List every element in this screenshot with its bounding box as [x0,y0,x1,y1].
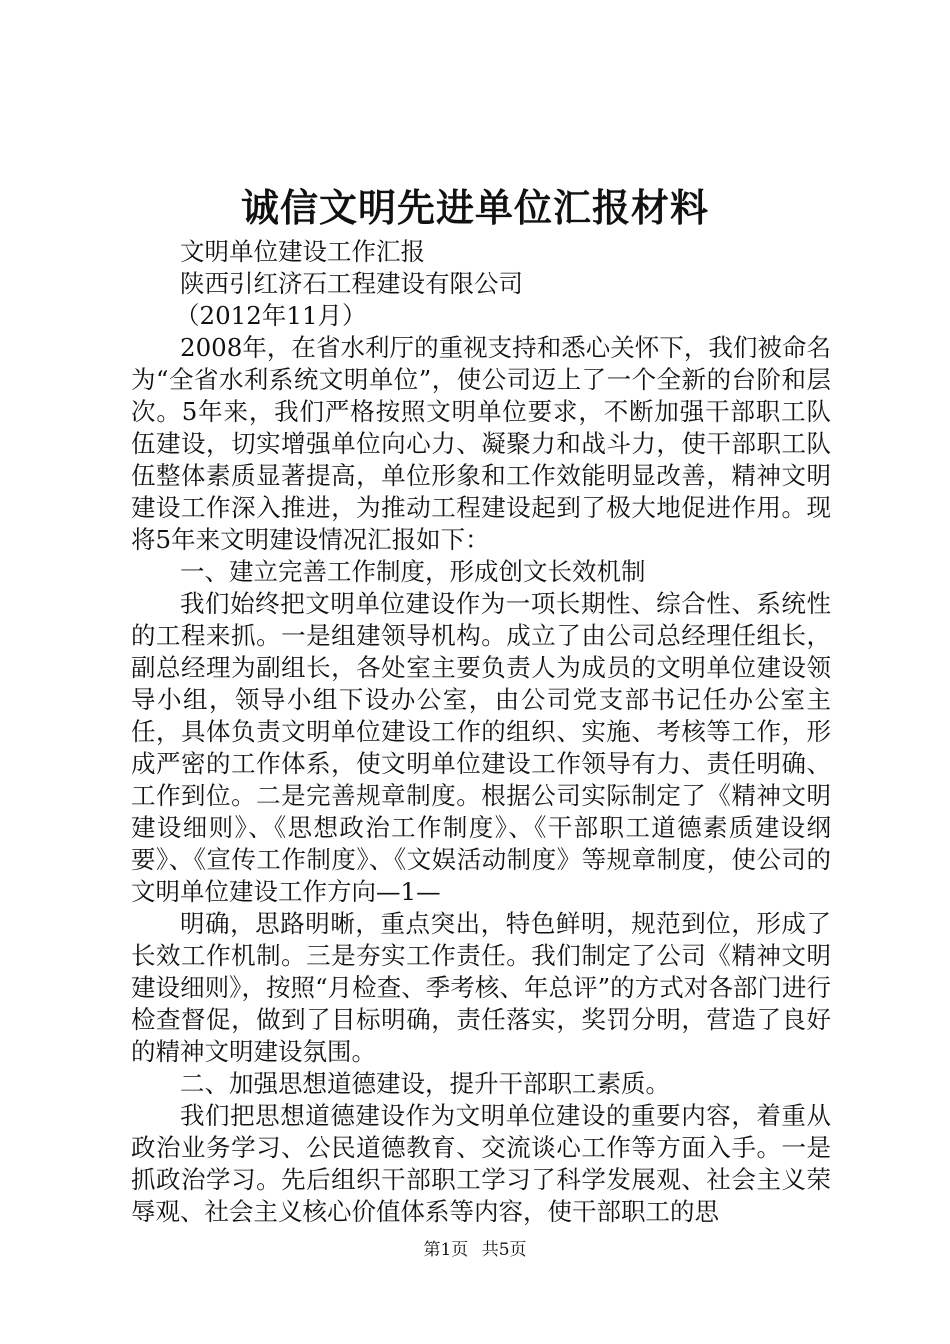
section-heading-1: 一、建立完善工作制度，形成创文长效机制 [180,557,646,586]
paragraph-intro: 2008年，在省水利厅的重视支持和悉心关怀下，我们被命名为“全省水利系统文明单位”，使公司迈上了一个全新的台阶和层次。5年来，我们严格按照文明单位要求，不断加强干部职工队伍建设，切实增强单位向心力、凝聚力和战斗力，使干部职工队伍整体素质显著提高，单位形象和工作效能明显改善，精神文明建设工作深入推进，为推动工程建设起到了极大地促进作用。现将5年来文明建设情况汇报如下： [131,333,831,554]
page-footer [0,1238,950,1262]
page-number: 第1页 [423,1240,469,1260]
paragraph-section-2: 我们把思想道德建设作为文明单位建设的重要内容，着重从政治业务学习、公民道德教育、交流谈心工作等方面入手。一是抓政治学习。先后组织干部职工学习了科学发展观、社会主义荣辱观、社会主义核心价值体系等内容，使干部职工的思 [131,1101,831,1226]
section-heading-2: 二、加强思想道德建设，提升干部职工素质。 [180,1069,670,1098]
document-body [131,236,831,1228]
paragraph-section-1-continued: 明确，思路明晰，重点突出，特色鲜明，规范到位，形成了长效工作机制。三是夯实工作责任。我们制定了公司《精神文明建设细则》，按照“月检查、季考核、年总评”的方式对各部门进行检查督促，做到了目标明确，责任落实，奖罚分明，营造了良好的精神文明建设氛围。 [131,909,831,1066]
paragraph-heading-report: 文明单位建设工作汇报 [180,237,425,266]
paragraph-company-name: 陕西引红济石工程建设有限公司 [180,269,523,298]
paragraph-section-1: 我们始终把文明单位建设作为一项长期性、综合性、系统性的工程来抓。一是组建领导机构。成立了由公司总经理任组长，副总经理为副组长，各处室主要负责人为成员的文明单位建设领导小组，领导小组下设办公室，由公司党支部书记任办公室主任，具体负责文明单位建设工作的组织、实施、考核等工作，形成严密的工作体系，使文明单位建设工作领导有力、责任明确、工作到位。二是完善规章制度。根据公司实际制定了《精神文明建设细则》、《思想政治工作制度》、《干部职工道德素质建设纲要》、《宣传工作制度》、《文娱活动制度》等规章制度，使公司的文明单位建设工作方向—1— [131,589,831,906]
page-total: 共5页 [481,1240,527,1260]
document-title: 诚信文明先进单位汇报材料 [240,185,709,230]
paragraph-date: （2012年11月） [175,301,367,330]
